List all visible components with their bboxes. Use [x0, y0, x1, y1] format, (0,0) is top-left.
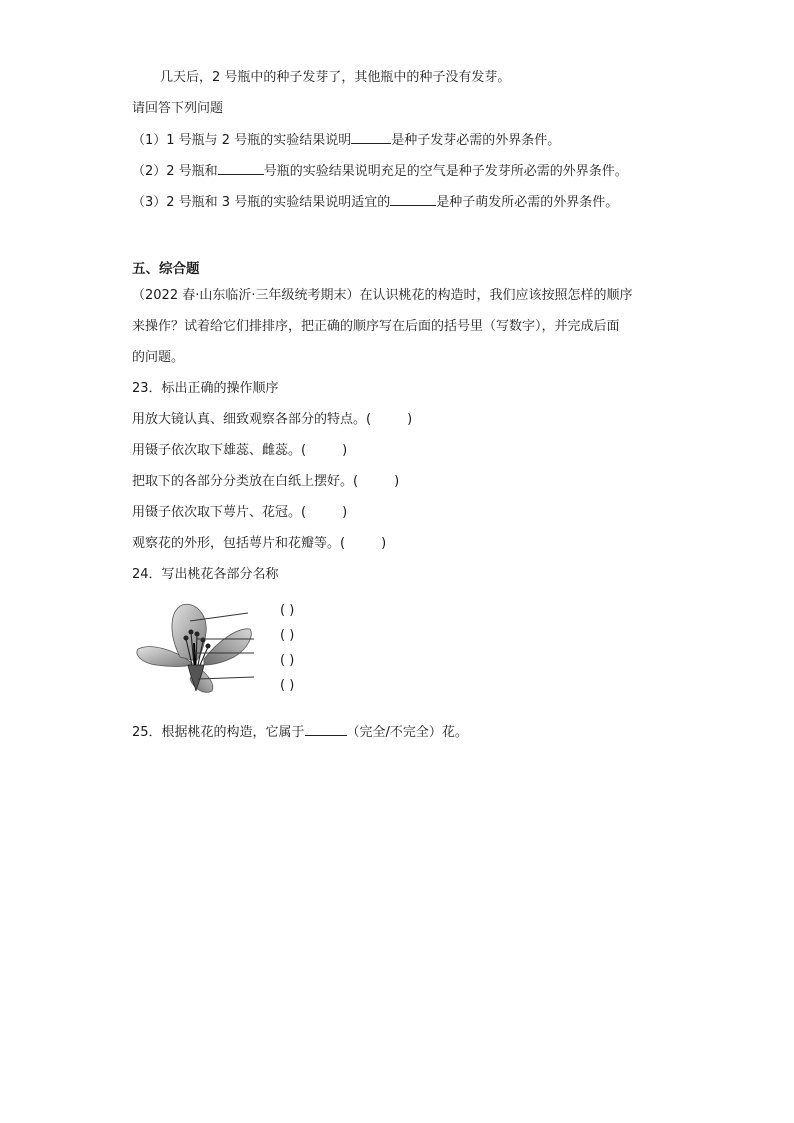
q24-title: 24．写出桃花各部分名称 [132, 567, 279, 582]
q23-step-3-text: 把取下的各部分分类放在白纸上摆好。( [132, 474, 359, 489]
question-1-text-before: （1）1 号瓶与 2 号瓶的实验结果说明 [132, 133, 352, 148]
answer-blank-2[interactable] [218, 162, 264, 175]
question-1 [132, 131, 560, 150]
question-2-text-after: 号瓶的实验结果说明充足的空气是种子发芽所必需的外界条件。 [263, 164, 628, 179]
q23-step-1 [132, 411, 412, 429]
question-1-text-after: 是种子发芽必需的外界条件。 [391, 133, 561, 148]
q23-step-4 [132, 504, 347, 522]
question-3 [132, 193, 618, 212]
q23-step-1-text: 用放大镜认真、细致观察各部分的特点。( [132, 412, 372, 427]
q23-step-5-close: ) [381, 536, 387, 551]
q23-step-3 [132, 473, 399, 491]
question-3-text-after: 是种子萌发所必需的外界条件。 [436, 195, 619, 210]
section-5-context-line-2: 来操作？试着给它们排排序，把正确的顺序写在后面的括号里（写数字），并完成后面 [132, 319, 620, 334]
section-5-context-line-3: 的问题。 [132, 350, 185, 365]
q24-label-4[interactable]: ( ) [280, 678, 295, 693]
q23-step-4-text: 用镊子依次取下萼片、花冠。( [132, 505, 307, 520]
q25-answer-blank[interactable] [305, 723, 347, 736]
answer-blank-3[interactable] [390, 193, 436, 206]
question-2-text-before: （2）2 号瓶和 [132, 164, 218, 179]
q23-step-2 [132, 442, 347, 460]
peach-flower-illustration [134, 603, 254, 695]
q23-step-2-close: ) [342, 443, 348, 458]
right-petal [204, 629, 251, 665]
q25-text-before: 25．根据桃花的构造，它属于 [132, 725, 305, 740]
question-3-text-before: （3）2 号瓶和 3 号瓶的实验结果说明适宜的 [132, 195, 391, 210]
q24-label-2[interactable]: ( ) [280, 628, 295, 643]
result-text: 几天后，2 号瓶中的种子发芽了，其他瓶中的种子没有发芽。 [160, 70, 511, 85]
q23-step-4-close: ) [342, 505, 348, 520]
answer-blank-1[interactable] [351, 131, 391, 144]
q23-step-2-text: 用镊子依次取下雄蕊、雌蕊。( [132, 443, 307, 458]
q23-title: 23．标出正确的操作顺序 [132, 381, 279, 396]
section-5-title: 五、综合题 [132, 261, 200, 277]
question-prompt: 请回答下列问题 [132, 101, 224, 116]
q25-text-after: （完全/不完全）花。 [346, 725, 468, 740]
q23-step-3-close: ) [394, 474, 400, 489]
q23-step-5 [132, 535, 386, 553]
q25 [132, 723, 468, 742]
peach-flower-figure [134, 603, 254, 695]
section-5-context-line-1: （2022 春·山东临沂·三年级统考期末）在认识桃花的构造时，我们应该按照怎样的顺序 [132, 288, 633, 303]
q24-label-3[interactable]: ( ) [280, 653, 295, 668]
question-2 [132, 162, 628, 181]
q24-label-1[interactable]: ( ) [280, 603, 295, 618]
pistil [194, 643, 195, 665]
q23-step-1-close: ) [407, 412, 413, 427]
q23-step-5-text: 观察花的外形，包括萼片和花瓣等。( [132, 536, 346, 551]
